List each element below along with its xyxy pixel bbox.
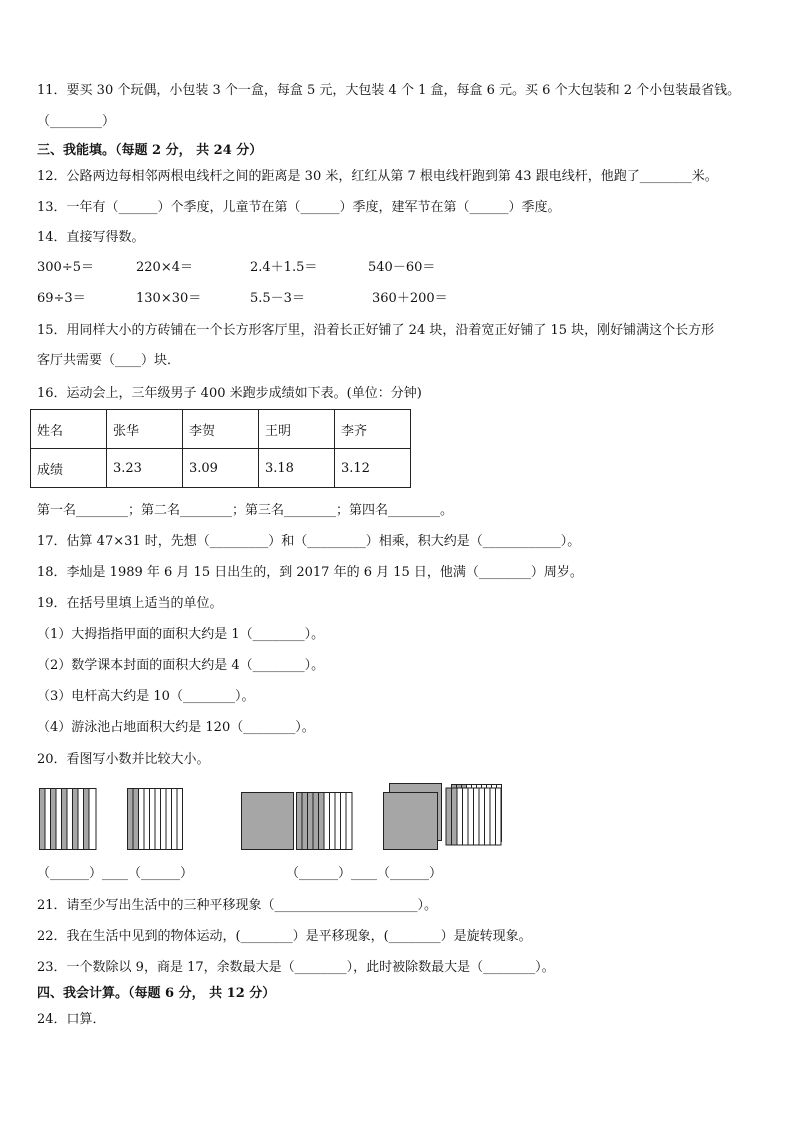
q14-item-7: 5.5－3＝ (250, 291, 305, 306)
question-18: 18．李灿是 1989 年 6 月 15 日出生的，到 2017 年的 6 月 15 日，他满（________）周岁。 (37, 565, 583, 580)
section-4-title: 四、我会计算。（每题 6 分， 共 12 分） (37, 986, 276, 1001)
table-cell: 3.09 (183, 449, 259, 488)
question-11: 11．要买 30 个玩偶，小包装 3 个一盒，每盒 5 元，大包装 4 个 1 盒，每盒 6 元。买 6 个大包装和 2 个小包装最省钱。 (37, 83, 741, 98)
table-cell: 3.18 (259, 449, 335, 488)
table-header-cell: 李齐 (335, 410, 411, 449)
question-19-item-1: （1）大拇指指甲面的面积大约是 1（________）。 (37, 627, 325, 642)
question-12: 12．公路两边每相邻两根电线杆之间的距离是 30 米，红红从第 7 根电线杆跑到第 43 跟电线杆，他跑了________米。 (37, 169, 718, 184)
question-15-line-2: 客厅共需要（____）块． (37, 353, 181, 368)
q14-item-2: 220×4＝ (136, 260, 193, 275)
table-header-cell: 李贺 (183, 410, 259, 449)
table-header-cell: 姓名 (31, 410, 107, 449)
decimal-figure-2 (127, 788, 183, 850)
scores-table (30, 409, 411, 488)
table-header-cell: 王明 (259, 410, 335, 449)
question-20-blanks-right: （______）____（______） (286, 866, 443, 881)
decimal-figure-3 (241, 792, 353, 850)
question-19-item-2: （2）数学课本封面的面积大约是 4（________）。 (37, 658, 325, 673)
q14-item-8: 360＋200＝ (372, 291, 448, 306)
decimal-figure-4 (383, 783, 505, 851)
question-11-answer-blank: （________） (37, 114, 116, 129)
question-23: 23．一个数除以 9，商是 17，余数最大是（________），此时被除数最大是（________）。 (37, 960, 555, 975)
section-3-title: 三、我能填。（每题 2 分， 共 24 分） (37, 143, 263, 158)
question-16-answer: 第一名________；第二名________；第三名________；第四名________。 (37, 503, 454, 518)
q14-item-3: 2.4＋1.5＝ (250, 260, 318, 275)
q14-item-6: 130×30＝ (136, 291, 202, 306)
question-22: 22．我在生活中见到的物体运动，(________）是平移现象，(________）是旋转现象。 (37, 929, 532, 944)
question-19-title: 19．在括号里填上适当的单位。 (37, 596, 223, 611)
question-14-title: 14．直接写得数。 (37, 230, 145, 245)
question-16-title: 16．运动会上，三年级男子 400 米跑步成绩如下表。(单位：分钟) (37, 386, 422, 401)
q14-item-4: 540－60＝ (368, 260, 436, 275)
table-cell: 成绩 (31, 449, 107, 488)
table-row (31, 410, 411, 449)
question-19-item-3: （3）电杆高大约是 10（________）。 (37, 689, 255, 704)
table-cell: 3.23 (107, 449, 183, 488)
table-row (31, 449, 411, 488)
question-19-item-4: （4）游泳池占地面积大约是 120（________）。 (37, 720, 315, 735)
question-13: 13．一年有（______）个季度，儿童节在第（______）季度，建军节在第（______）季度。 (37, 200, 561, 215)
question-20-title: 20．看图写小数并比较大小。 (37, 752, 210, 767)
table-cell: 3.12 (335, 449, 411, 488)
q14-item-1: 300÷5＝ (37, 260, 94, 275)
q14-item-5: 69÷3＝ (37, 291, 86, 306)
question-21: 21．请至少写出生活中的三种平移现象（______________________）。 (37, 898, 438, 913)
table-header-cell: 张华 (107, 410, 183, 449)
question-20-blanks-left: （______）____（______） (37, 866, 194, 881)
decimal-figure-1 (39, 788, 97, 850)
question-24: 24．口算． (37, 1012, 106, 1027)
question-15-line-1: 15．用同样大小的方砖铺在一个长方形客厅里，沿着长正好铺了 24 块，沿着宽正好铺了 15 块，刚好铺满这个长方形 (37, 323, 715, 338)
question-17: 17．估算 47×31 时，先想（_________）和（_________）相乘，积大约是（____________）。 (37, 534, 581, 549)
